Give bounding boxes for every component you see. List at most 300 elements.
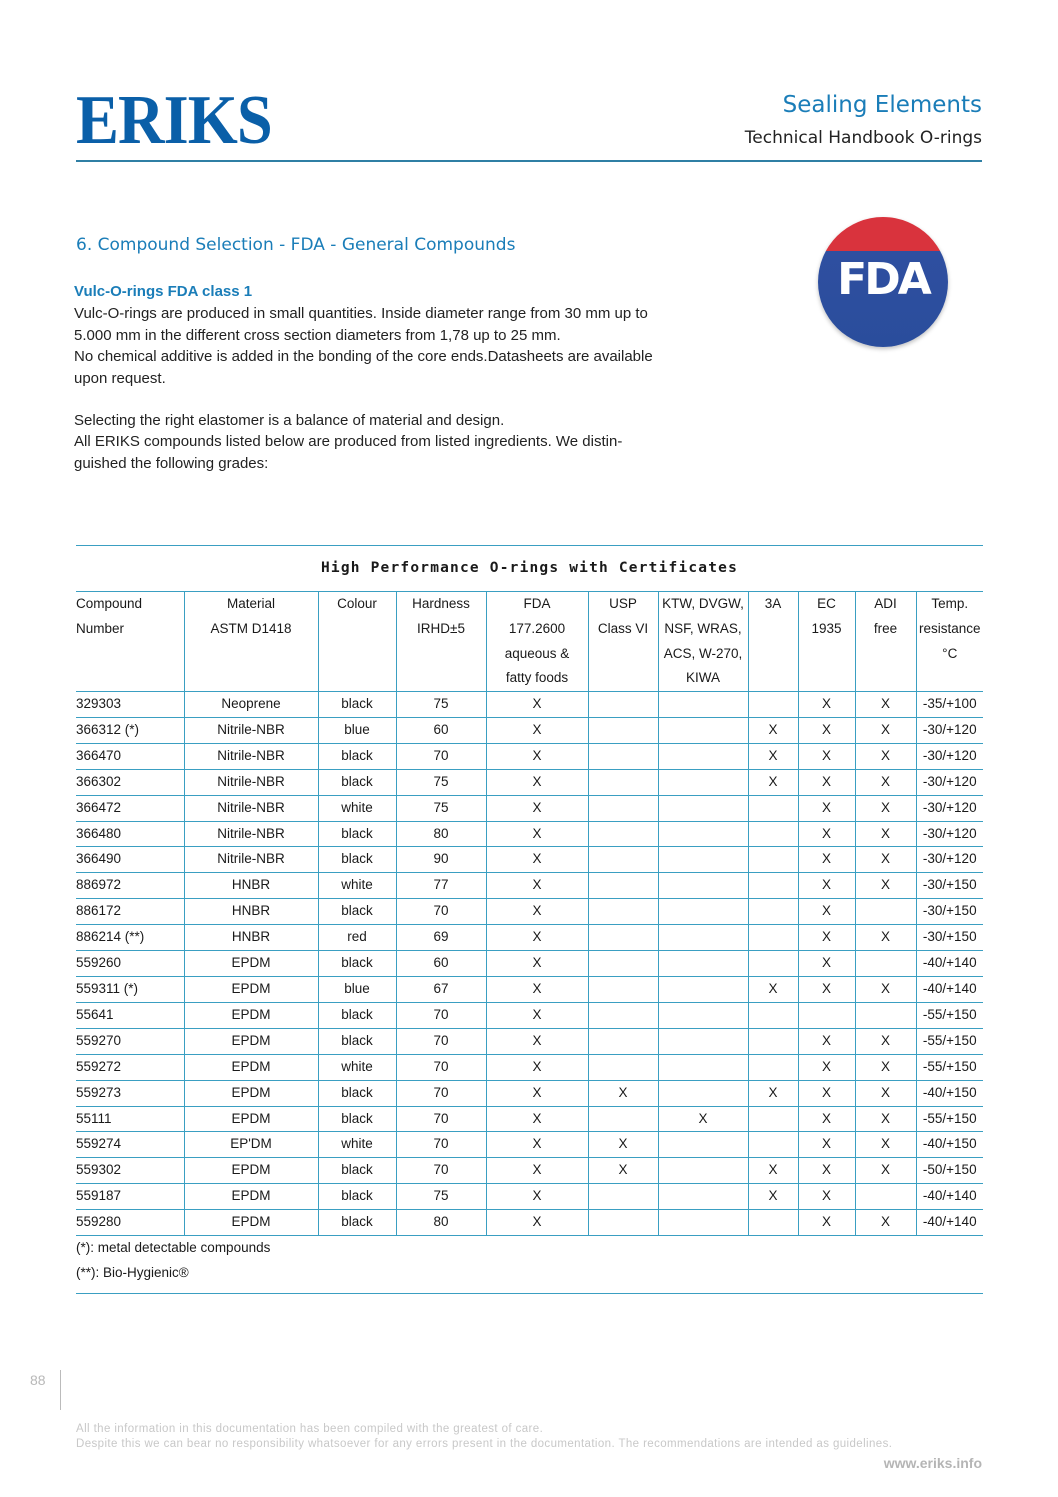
table-cell: X xyxy=(486,951,588,977)
table-cell: Nitrile-NBR xyxy=(184,847,318,873)
table-cell xyxy=(588,692,658,718)
table-cell: 75 xyxy=(396,692,486,718)
table-row xyxy=(76,873,983,899)
column-header-line: Colour xyxy=(337,596,377,611)
table-cell: -40/+150 xyxy=(916,1080,983,1106)
table-cell xyxy=(588,976,658,1002)
table-cell: X xyxy=(588,1080,658,1106)
table-row xyxy=(76,1002,983,1028)
table-cell xyxy=(658,1132,748,1158)
table-cell xyxy=(748,1210,798,1236)
column-header xyxy=(748,592,798,692)
column-header-line: ACS, W-270, xyxy=(663,645,743,661)
table-cell: X xyxy=(748,1184,798,1210)
table-cell: X xyxy=(855,1054,916,1080)
table-cell: X xyxy=(798,692,855,718)
table-cell: 559311 (*) xyxy=(76,976,184,1002)
table-cell: X xyxy=(486,847,588,873)
table-cell: HNBR xyxy=(184,925,318,951)
table-cell: X xyxy=(798,976,855,1002)
table-cell: X xyxy=(798,1132,855,1158)
column-header-line: Class VI xyxy=(597,620,649,636)
table-cell: 329303 xyxy=(76,692,184,718)
table-cell: 75 xyxy=(396,1184,486,1210)
table-cell xyxy=(855,951,916,977)
table-cell: X xyxy=(486,1028,588,1054)
table-cell: X xyxy=(486,1002,588,1028)
table-body xyxy=(76,692,983,1236)
table-cell: X xyxy=(486,1210,588,1236)
table-cell xyxy=(588,1106,658,1132)
table-cell: white xyxy=(318,1054,396,1080)
table-row xyxy=(76,925,983,951)
table-cell: EPDM xyxy=(184,1210,318,1236)
table-cell: HNBR xyxy=(184,873,318,899)
table-cell: X xyxy=(658,1106,748,1132)
table-cell: X xyxy=(798,821,855,847)
table-cell xyxy=(658,1080,748,1106)
table-cell: 70 xyxy=(396,1028,486,1054)
certificates-table xyxy=(76,592,983,1236)
table-cell: black xyxy=(318,1106,396,1132)
column-header-line: ADI xyxy=(874,596,897,611)
table-cell xyxy=(588,1210,658,1236)
table-cell: 559187 xyxy=(76,1184,184,1210)
table-cell: EPDM xyxy=(184,1158,318,1184)
table-cell: X xyxy=(798,1106,855,1132)
table-cell: 70 xyxy=(396,743,486,769)
table-cell xyxy=(658,717,748,743)
table-cell: 366302 xyxy=(76,769,184,795)
table-cell: X xyxy=(855,717,916,743)
table-cell: EPDM xyxy=(184,1184,318,1210)
table-cell: -30/+120 xyxy=(916,795,983,821)
eriks-logo: ERIKS xyxy=(76,82,272,159)
column-header-line: FDA xyxy=(523,596,551,611)
table-cell: black xyxy=(318,743,396,769)
table-cell: X xyxy=(798,1028,855,1054)
column-header-line: resistance xyxy=(918,620,981,636)
table-cell xyxy=(658,951,748,977)
table-cell: X xyxy=(855,847,916,873)
table-cell xyxy=(748,821,798,847)
footer-disclaimer-line2: Despite this we can bear no responsibility whatsoever for any errors present in the documentation. The recommendations are intended as guidelines. xyxy=(76,1438,893,1450)
table-cell xyxy=(588,899,658,925)
table-row xyxy=(76,821,983,847)
table-cell: X xyxy=(588,1158,658,1184)
table-cell xyxy=(748,1054,798,1080)
table-cell: 559274 xyxy=(76,1132,184,1158)
table-cell: -40/+150 xyxy=(916,1132,983,1158)
column-header-line: Hardness xyxy=(412,596,470,611)
table-cell xyxy=(855,1002,916,1028)
table-cell: 886214 (**) xyxy=(76,925,184,951)
column-header xyxy=(798,592,855,692)
table-cell: HNBR xyxy=(184,899,318,925)
table-cell: 67 xyxy=(396,976,486,1002)
table-cell: Nitrile-NBR xyxy=(184,821,318,847)
table-cell: EPDM xyxy=(184,1106,318,1132)
table-cell: X xyxy=(748,717,798,743)
table-cell: EPDM xyxy=(184,1080,318,1106)
table-cell: -30/+150 xyxy=(916,873,983,899)
table-cell: 366312 (*) xyxy=(76,717,184,743)
table-cell xyxy=(658,925,748,951)
column-header-line: free xyxy=(873,620,898,636)
table-cell: black xyxy=(318,951,396,977)
table-cell xyxy=(658,795,748,821)
table-cell xyxy=(588,769,658,795)
table-cell: black xyxy=(318,1080,396,1106)
table-cell: EP'DM xyxy=(184,1132,318,1158)
table-cell: 70 xyxy=(396,1080,486,1106)
table-cell: X xyxy=(855,1132,916,1158)
table-cell: red xyxy=(318,925,396,951)
table-cell: 60 xyxy=(396,717,486,743)
column-header-line: KIWA xyxy=(685,670,720,686)
table-cell: X xyxy=(855,795,916,821)
table-cell xyxy=(658,1184,748,1210)
table-cell: 366470 xyxy=(76,743,184,769)
table-cell: -35/+100 xyxy=(916,692,983,718)
column-header xyxy=(486,592,588,692)
table-cell: 80 xyxy=(396,821,486,847)
table-cell xyxy=(588,925,658,951)
table-cell: 559280 xyxy=(76,1210,184,1236)
table-row xyxy=(76,1106,983,1132)
table-cell: blue xyxy=(318,976,396,1002)
table-cell xyxy=(748,1106,798,1132)
table-cell xyxy=(748,692,798,718)
table-cell: 69 xyxy=(396,925,486,951)
table-cell: X xyxy=(855,692,916,718)
bonding-paragraph: No chemical additive is added in the bonding of the core ends.Datasheets are available upon request. xyxy=(74,348,653,387)
table-cell: white xyxy=(318,1132,396,1158)
table-cell: -55/+150 xyxy=(916,1002,983,1028)
table-cell: X xyxy=(798,1158,855,1184)
table-cell: 366480 xyxy=(76,821,184,847)
table-cell xyxy=(658,769,748,795)
table-cell: -40/+140 xyxy=(916,976,983,1002)
table-cell xyxy=(588,743,658,769)
section-title: 6. Compound Selection - FDA - General Compounds xyxy=(76,235,516,255)
column-header xyxy=(76,592,184,692)
table-cell: -55/+150 xyxy=(916,1054,983,1080)
table-row xyxy=(76,692,983,718)
table-cell xyxy=(748,1132,798,1158)
column-header xyxy=(658,592,748,692)
header-subtitle: Technical Handbook O-rings xyxy=(744,128,982,148)
table-cell: X xyxy=(748,976,798,1002)
column-header xyxy=(916,592,983,692)
table-cell: X xyxy=(798,1054,855,1080)
table-cell: EPDM xyxy=(184,1028,318,1054)
table-cell: -40/+140 xyxy=(916,1210,983,1236)
table-row xyxy=(76,1080,983,1106)
table-row xyxy=(76,769,983,795)
table-notes xyxy=(76,1236,983,1294)
table-cell xyxy=(748,795,798,821)
table-cell xyxy=(588,847,658,873)
table-cell: -30/+120 xyxy=(916,821,983,847)
table-cell: black xyxy=(318,1184,396,1210)
column-header xyxy=(396,592,486,692)
table-cell: black xyxy=(318,899,396,925)
table-row xyxy=(76,1184,983,1210)
column-header-line: EC xyxy=(817,596,836,611)
table-cell: EPDM xyxy=(184,976,318,1002)
table-cell: Nitrile-NBR xyxy=(184,795,318,821)
table-cell: X xyxy=(486,899,588,925)
grades-paragraph: All ERIKS compounds listed below are produced from listed ingredients. We distin-guished the following grades: xyxy=(74,433,623,472)
table-cell: black xyxy=(318,821,396,847)
table-cell: EPDM xyxy=(184,1054,318,1080)
table-cell xyxy=(658,847,748,873)
table-cell xyxy=(658,743,748,769)
column-header-line: fatty foods xyxy=(505,670,569,686)
column-header-line: aqueous & xyxy=(504,645,570,661)
column-header-line: Number xyxy=(76,620,125,636)
table-row xyxy=(76,1028,983,1054)
table-cell: 366490 xyxy=(76,847,184,873)
table-cell: X xyxy=(855,743,916,769)
table-cell: 70 xyxy=(396,1054,486,1080)
table-cell xyxy=(588,795,658,821)
table-cell: X xyxy=(798,795,855,821)
table-cell xyxy=(588,717,658,743)
table-cell: X xyxy=(486,1158,588,1184)
table-cell: X xyxy=(798,925,855,951)
page-number: 88 xyxy=(30,1372,46,1388)
table-cell xyxy=(658,1054,748,1080)
table-cell: X xyxy=(486,743,588,769)
fda-badge-icon xyxy=(818,217,948,347)
table-cell xyxy=(658,873,748,899)
table-cell: X xyxy=(798,1080,855,1106)
table-cell: X xyxy=(486,1106,588,1132)
table-cell: 366472 xyxy=(76,795,184,821)
table-cell: 886972 xyxy=(76,873,184,899)
table-cell: X xyxy=(855,1028,916,1054)
table-cell: 559273 xyxy=(76,1080,184,1106)
table-cell xyxy=(748,899,798,925)
table-cell xyxy=(855,1184,916,1210)
table-cell: -55/+150 xyxy=(916,1028,983,1054)
table-row xyxy=(76,976,983,1002)
column-header-line: 1935 xyxy=(811,620,842,636)
table-cell xyxy=(588,1184,658,1210)
table-cell: X xyxy=(798,873,855,899)
table-cell xyxy=(658,1158,748,1184)
table-cell: 70 xyxy=(396,1106,486,1132)
table-cell: 75 xyxy=(396,795,486,821)
table-cell: -30/+120 xyxy=(916,769,983,795)
table-cell: 70 xyxy=(396,1158,486,1184)
table-cell: X xyxy=(486,873,588,899)
table-cell: X xyxy=(748,769,798,795)
table-cell xyxy=(855,899,916,925)
table-cell: -55/+150 xyxy=(916,1106,983,1132)
table-cell: Nitrile-NBR xyxy=(184,717,318,743)
table-cell: black xyxy=(318,769,396,795)
table-cell: 77 xyxy=(396,873,486,899)
table-cell: 75 xyxy=(396,769,486,795)
table-cell: X xyxy=(486,1054,588,1080)
table-cell: EPDM xyxy=(184,1002,318,1028)
table-cell xyxy=(748,925,798,951)
table-cell: 559270 xyxy=(76,1028,184,1054)
table-cell: -50/+150 xyxy=(916,1158,983,1184)
table-cell xyxy=(748,873,798,899)
table-cell: X xyxy=(855,1210,916,1236)
table-cell: X xyxy=(486,1080,588,1106)
table-cell: X xyxy=(855,769,916,795)
table-cell: X xyxy=(798,847,855,873)
column-header-line: 3A xyxy=(764,596,782,611)
subsection-title: Vulc-O-rings FDA class 1 xyxy=(74,283,253,300)
table-cell xyxy=(588,951,658,977)
column-header xyxy=(318,592,396,692)
table-cell: blue xyxy=(318,717,396,743)
table-cell xyxy=(658,976,748,1002)
table-cell xyxy=(588,873,658,899)
table-cell: black xyxy=(318,1210,396,1236)
table-cell: X xyxy=(855,873,916,899)
table-cell: -40/+140 xyxy=(916,1184,983,1210)
table-cell xyxy=(748,847,798,873)
column-header-line: Material xyxy=(226,596,275,611)
table-cell xyxy=(658,1210,748,1236)
table-cell xyxy=(748,951,798,977)
table-cell xyxy=(588,1028,658,1054)
certificates-table-block xyxy=(76,545,983,1294)
table-cell: -30/+120 xyxy=(916,743,983,769)
table-cell: X xyxy=(855,1080,916,1106)
column-header-line: NSF, WRAS, xyxy=(664,620,742,636)
column-header-line: °C xyxy=(942,645,958,661)
table-note: (**): Bio-Hygienic® xyxy=(76,1264,189,1280)
table-row xyxy=(76,899,983,925)
column-header-line: Temp. xyxy=(931,596,969,611)
table-cell: -30/+120 xyxy=(916,847,983,873)
table-cell xyxy=(588,1002,658,1028)
table-cell: 80 xyxy=(396,1210,486,1236)
table-cell xyxy=(588,1054,658,1080)
table-cell: black xyxy=(318,1028,396,1054)
table-cell: X xyxy=(798,899,855,925)
table-cell xyxy=(748,1002,798,1028)
fda-badge-text: FDA xyxy=(837,254,929,305)
table-note: (*): metal detectable compounds xyxy=(76,1240,271,1256)
table-cell: X xyxy=(486,717,588,743)
table-cell: X xyxy=(855,1106,916,1132)
header-rule xyxy=(76,160,982,162)
table-row xyxy=(76,795,983,821)
table-cell: X xyxy=(486,1132,588,1158)
table-cell: -30/+150 xyxy=(916,925,983,951)
table-cell: X xyxy=(486,925,588,951)
table-cell: X xyxy=(748,743,798,769)
table-cell: 559302 xyxy=(76,1158,184,1184)
table-cell xyxy=(588,821,658,847)
table-cell: Nitrile-NBR xyxy=(184,743,318,769)
table-cell: 70 xyxy=(396,1002,486,1028)
table-cell: X xyxy=(748,1158,798,1184)
table-cell xyxy=(658,1028,748,1054)
table-cell: white xyxy=(318,873,396,899)
table-cell: black xyxy=(318,692,396,718)
table-row xyxy=(76,1054,983,1080)
table-cell: 559260 xyxy=(76,951,184,977)
table-row xyxy=(76,1132,983,1158)
table-cell: X xyxy=(855,925,916,951)
table-row xyxy=(76,1210,983,1236)
footer-disclaimer-line1: All the information in this documentation has been compiled with the greatest of care. xyxy=(76,1423,544,1435)
table-cell: black xyxy=(318,847,396,873)
table-cell: Nitrile-NBR xyxy=(184,769,318,795)
table-cell: X xyxy=(588,1132,658,1158)
footer-url: www.eriks.info xyxy=(883,1455,982,1471)
intro-paragraph: Vulc-O-rings are produced in small quantities. Inside diameter range from 30 mm up to 5.000 mm in the different cross section diameters from 1,78 up to 25 mm. xyxy=(74,305,648,344)
column-header-line: ASTM D1418 xyxy=(210,620,292,636)
table-cell: X xyxy=(748,1080,798,1106)
table-cell: 70 xyxy=(396,899,486,925)
table-cell: EPDM xyxy=(184,951,318,977)
table-cell: X xyxy=(486,692,588,718)
column-header xyxy=(855,592,916,692)
table-cell: -30/+150 xyxy=(916,899,983,925)
table-cell: black xyxy=(318,1002,396,1028)
table-cell: X xyxy=(486,821,588,847)
table-row xyxy=(76,847,983,873)
table-cell: X xyxy=(855,1158,916,1184)
table-cell: X xyxy=(486,976,588,1002)
page-number-divider xyxy=(60,1370,61,1410)
table-cell xyxy=(658,1002,748,1028)
column-header-line: Compound xyxy=(76,596,143,611)
table-cell: X xyxy=(798,769,855,795)
table-cell: -30/+120 xyxy=(916,717,983,743)
table-cell: X xyxy=(486,769,588,795)
column-header-line: USP xyxy=(609,596,637,611)
table-cell xyxy=(658,899,748,925)
table-cell: X xyxy=(486,1184,588,1210)
table-cell: X xyxy=(798,717,855,743)
table-cell: 70 xyxy=(396,1132,486,1158)
table-caption: High Performance O-rings with Certificates xyxy=(76,546,983,592)
table-cell xyxy=(658,821,748,847)
table-cell: 55111 xyxy=(76,1106,184,1132)
table-cell: 60 xyxy=(396,951,486,977)
selection-paragraph: Selecting the right elastomer is a balance of material and design. xyxy=(74,412,505,429)
table-row xyxy=(76,1158,983,1184)
table-cell xyxy=(798,1002,855,1028)
column-header xyxy=(588,592,658,692)
column-header xyxy=(184,592,318,692)
table-cell xyxy=(658,692,748,718)
table-cell: X xyxy=(486,795,588,821)
table-row xyxy=(76,717,983,743)
table-cell: 55641 xyxy=(76,1002,184,1028)
column-header-line: 177.2600 xyxy=(508,620,566,636)
table-header-row xyxy=(76,592,983,692)
table-cell: X xyxy=(798,743,855,769)
table-cell: X xyxy=(855,976,916,1002)
table-row xyxy=(76,743,983,769)
table-cell: black xyxy=(318,1158,396,1184)
table-cell xyxy=(748,1028,798,1054)
table-cell: 886172 xyxy=(76,899,184,925)
